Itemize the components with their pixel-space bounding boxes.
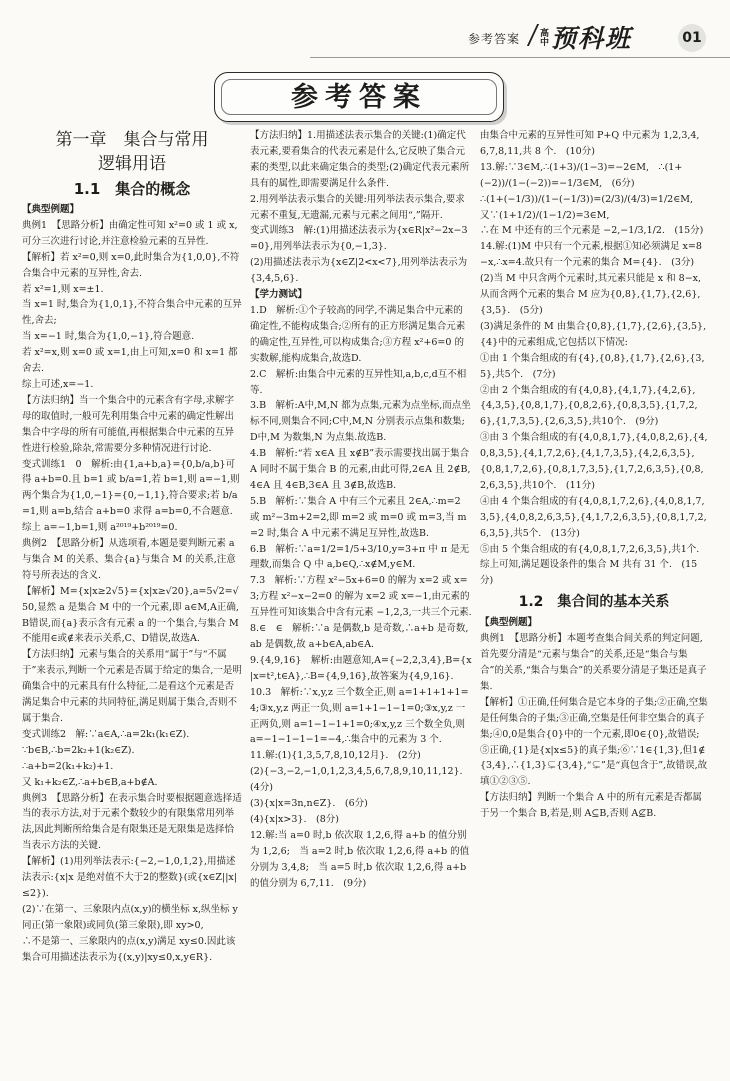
paragraph: 2.用列举法表示集合的关键:用列举法表示集合,要求元素不重复,无遗漏,元素与元素之间用“,”隔开. [250,193,465,221]
paragraph: ⑤由 5 个集合组成的有{4,0,8,1,7,2,6,3,5},共1个. [480,543,700,555]
section-title: 1.1 集合的概念 [73,180,191,198]
brand-title: 预科班 [551,24,633,53]
paragraph: 14.解:(1)M 中只有一个元素,根据①知必须满足 x=8−x,∴x=4.故只有一个元素的集合 M={4}. (3分) [480,241,702,269]
column-2 [250,128,472,1073]
brand-logo [538,19,666,55]
paragraph: 13.解:∵3∈M,∴(1+3)/(1−3)=−2∈M, ∴(1+(−2))/(1−(−2))=−1/3∈M, (6分) [480,161,683,189]
paragraph: ∵b∈B,∴b=2k₂+1(k₂∈Z). [22,744,135,756]
paragraph: (2)∵在第一、三象限内点(x,y)的横坐标 x,纵坐标 y 同正(第一象限)或同负(第三象限),即 xy>0, [22,903,238,931]
paragraph: 又∵(1+1/2)/(1−1/2)=3∈M, [480,209,610,221]
paragraph: 【解析】①正确,任何集合是它本身的子集;②正确,空集是任何集合的子集;③正确,空集是任何非空集合的真子集;④0,0是集合{0}中的一个元素,即0∈{0},故错误;⑤正确,{1}是{x|x≤5}的真子集;⑥∵1∈{1,3},但1∉{3,4},∴{1,3}⊊{3,4},“⊊”是“真包含于”,故错误,故填①②③⑤. [480,696,708,788]
title-banner [214,72,504,122]
paragraph: (3){x|x=3n,n∈Z}. (6分) [250,798,368,810]
paragraph: ∴在 M 中还有的三个元素是 −2,−1/3,1/2. (15分) [480,225,704,237]
paragraph: 若 x²=x,则 x=0 或 x=1,由上可知,x=0 和 x=1 都舍去. [22,347,238,375]
paragraph: ∴a+b=2(k₁+k₂)+1. [22,760,114,772]
column-1 [22,128,242,1073]
paragraph: ①由 1 个集合组成的有{4},{0,8},{1,7},{2,6},{3,5},共5个. (7分) [480,352,705,380]
paragraph: (2)用描述法表示为{x∈Z|2<x<7},用列举法表示为{3,4,5,6}. [250,257,468,285]
paragraph: (2){−3,−2,−1,0,1,2,3,4,5,6,7,8,9,10,11,12}. (4分) [250,766,472,794]
paragraph: 10.3 解析:∵x,y,z 三个数全正,则 a=1+1+1+1=4;③x,y,z 两正一负,则 a=1+1−1−1=0;③x,y,z 一正两负,则 a=1−1−1+1=0;④x,y,z 三个数全负,则 a=−1−1−1−1=−4,∴集合中的元素为 3 个. [250,686,469,746]
paragraph: 当 x=1 时,集合为{1,0,1},不符合集合中元素的互异性,舍去; [22,299,242,327]
subheading: 【典型例题】 [22,204,80,215]
paragraph: 典例1 【思路分析】由确定性可知 x²=0 或 1 或 x,可分三次进行讨论,并注意检验元素的互异性. [22,219,238,247]
paragraph: 【方法归纳】判断一个集合 A 中的所有元素是否都属于另一个集合 B,若是,则 A⊆B,否则 A⊈B. [480,792,702,820]
paragraph: 【方法归纳】当一个集合中的元素含有字母,求解字母的取值时,一般可先利用集合中元素的确定性解出集合中字母的所有可能值,再根据集合中元素的互异性进行检验,除杂,常需要分多种情况进行讨论. [22,394,235,454]
column-3 [480,128,708,1073]
paragraph: (4){x|x>3}. (8分) [250,813,339,825]
section-title-2: 1.2 集合间的基本关系 [518,594,670,611]
paragraph: 【方法归纳】元素与集合的关系用“属于”与“不属于”来表示,判断一个元素是否属于给定的集合,一是明确集合中的元素具有什么特征,二是看这个元素是否满足集合中元素的共同特征,满足则属于集合,否则不属于集合. [22,649,242,724]
banner-title: 参考答案 [291,82,427,113]
paragraph: 又 k₁+k₂∈Z,∴a+b∈B,a+b∉A. [22,776,158,788]
paragraph: ③由 3 个集合组成的有{4,0,8,1,7},{4,0,8,2,6},{4,0,8,3,5},{4,1,7,2,6},{4,1,7,3,5},{4,2,6,3,5},{0,8,1,7,2,6},{0,8,1,7,3,5},{1,7,2,6,3,5},{0,8,2,6,3,5},共10个. (11分) [480,432,708,491]
paragraph: 若 x²=1,则 x=±1. [22,283,104,295]
paragraph: 2.C 解析:由集合中元素的互异性知,a,b,c,d互不相等. [250,368,467,396]
subheading: 【典型例题】 [480,617,538,629]
paragraph: 3.B 解析:A中,M,N 都为点集,元素为点坐标,而点坐标不同,则集合不同;C中,M,N 分别表示点集和数集;D中,M 为数集,N 为点集.故选B. [250,400,471,444]
paragraph: ②由 2 个集合组成的有{4,0,8},{4,1,7},{4,2,6},{4,3,5},{0,8,1,7},{0,8,2,6},{0,8,3,5},{1,7,2,6},{1,7,3,5},{2,6,3,5},共10个. (9分) [480,384,698,428]
paragraph: 8.∈ ∈ 解析:∵a 是偶数,b 是奇数,∴a+b 是奇数,ab 是偶数,故 a+b∈A,ab∈A. [250,623,469,650]
paragraph: 1.D 解析:①个子较高的同学,不满足集合中元素的确定性,不能构成集合;②所有的正方形满足集合元素的确定性,互异性,可以构成集合;③方程 x²+6=0 的实数解,能构成集合,故选D. [250,304,466,364]
paragraph: 11.解:(1){1,3,5,7,8,10,12月}. (2分) [250,750,421,762]
paragraph: 综上可述,x=−1. [22,378,94,390]
page-header [0,0,730,70]
header-label: 参考答案 [467,32,520,46]
paragraph: 综上可知,满足题设条件的集合 M 共有 31 个. (15分) [480,559,698,587]
paragraph: 变式训练1 0 解析:由{1,a+b,a}={0,b/a,b}可得 a+b=0.且 b=1 或 b/a=1,若 b=1,则 a=−1,则两个集合为{1,0,−1}={0,−1,1},符合要求;若 b/a=1,则 a=b,结合 a+b=0 求得 a=b=0,不合题意.综上 a=−1,b=1,则 a²⁰¹⁹+b²⁰¹⁹=0. [22,458,240,534]
paragraph: 典例2 【思路分析】从选项看,本题是要判断元素 a 与集合 M 的关系、集合{a}与集合 M 的关系,注意符号所表达的含义. [22,538,236,581]
paragraph: 6.B 解析:∵a=1/2=1/5+3/10,y=3+π 中 π 是无理数,而集合 Q 中 a,b∈Q,∴x∉M,y∈M. [250,543,470,571]
paragraph: ④由 4 个集合组成的有{4,0,8,1,7,2,6},{4,0,8,1,7,3,5},{4,0,8,2,6,3,5},{4,1,7,2,6,3,5},{0,8,1,7,2,6,3,5},共5个. (13分) [480,495,707,539]
header-rule [310,57,730,58]
paragraph: 4.B 解析:“若 x∈A 且 x∉B”表示需要找出属于集合 A 同时不属于集合 B 的元素,由此可得,2∈A 且 2∉B,4∈A 且 4∈B,3∈A 且 3∉B,故选B. [250,448,471,491]
paragraph: (3)满足条件的 M 由集合{0,8},{1,7},{2,6},{3,5},{4}中的元素组成,它包括以下情况: [480,320,707,348]
paragraph: 9.{4,9,16} 解析:由题意知,A={−2,2,3,4},B={x|x=t²,t∈A},∴B={4,9,16},故答案为{4,9,16}. [250,654,472,682]
paragraph: 【方法归纳】1.用描述法表示集合的关键:(1)确定代表元素,要看集合的代表元素是什么,它反映了集合元素的类型,以此来确定集合的类型;(2)确定代表元素所具有的属性,即需要满足什么条件. [250,130,470,189]
brand-grade-mark: 高中 [538,28,548,46]
chapter-title-line2: 逻辑用语 [98,154,166,174]
paragraph: 【解析】(1)用列举法表示:{−2,−1,0,1,2},用描述法表示:{x|x 是绝对值不大于2的整数}(或{x∈Z||x|≤2}). [22,856,237,899]
paragraph: ∴(1+(−1/3))/(1−(−1/3))=(2/3)/(4/3)=1/2∈M, [480,193,693,205]
paragraph: 【解析】若 x²=0,则 x=0,此时集合为{1,0,0},不符合集合中元素的互异性,舍去. [22,251,240,279]
paragraph: 典例1 【思路分析】本题考查集合间关系的判定问题,首先要分清是“元素与集合”的关系,还是“集合与集合”的关系,“集合与集合”的关系要分清是子集还是真子集. [480,633,707,692]
paragraph: 7.3 解析:∵方程 x²−5x+6=0 的解为 x=2 或 x=3;方程 x²−x−2=0 的解为 x=2 或 x=−1,由元素的互异性可知该集合中含有元素 −1,2,3,一共三个元素. [250,575,472,619]
paragraph: 变式训练2 解:∵a∈A,∴a=2k₁(k₁∈Z). [22,728,190,740]
paragraph: ∴不是第一、三象限内的点(x,y)满足 xy≤0.因此该集合可用描述法表示为{(x,y)|xy≤0,x,y∈R}. [22,935,236,963]
paragraph: 典例3 【思路分析】在表示集合时要根据题意选择适当的表示方法,对于元素个数较少的有限集常用列举法,因此判断所给集合是有限集还是无限集是选择恰当表示方法的关键. [22,792,242,852]
chapter-title-line1: 第一章 集合与常用 [55,130,209,150]
paragraph: 变式训练3 解:(1)用描述法表示为{x∈R|x²−2x−3=0},用列举法表示为{0,−1,3}. [250,225,468,253]
paragraph: (2)当 M 中只含两个元素时,其元素只能是 x 和 8−x,从而含两个元素的集合 M 应为{0,8},{1,7},{2,6},{3,5}. (5分) [480,273,702,316]
paragraph: 12.解:当 a=0 时,b 依次取 1,2,6,得 a+b 的值分别为 1,2,6; 当 a=2 时,b 依次取 1,2,6,得 a+b 的值分别为 3,4,8; 当 a=5 时,b 依次取 1,2,6,得 a+b 的值分别为 6,7,11. (9分) [250,829,470,889]
paragraph: 当 x=−1 时,集合为{1,0,−1},符合题意. [22,331,195,343]
paragraph: 由集合中元素的互异性可知 P+Q 中元素为 1,2,3,4,6,7,8,11,共 8 个. (10分) [480,130,700,157]
page-number: 01 [678,24,706,52]
paragraph: 5.B 解析:∵集合 A 中有三个元素且 2∈A,∴m=2 或 m²−3m+2=2,即 m=2 或 m=0 或 m=3,当 m=2 时,集合 A 中元素不满足互异性,故选B. [250,495,467,539]
paragraph: 【解析】M={x|x≥2√5}={x|x≥√20},a=5√2=√50,显然 a 是集合 M 中的一个元素,即 a∈M,A正确,B错误,而{a}表示含有元素 a 的一个集合,与集合 M 不能用∈或∉来表示关系,C、D错误,故选A. [22,585,239,645]
subheading: 【学力测试】 [250,289,308,301]
